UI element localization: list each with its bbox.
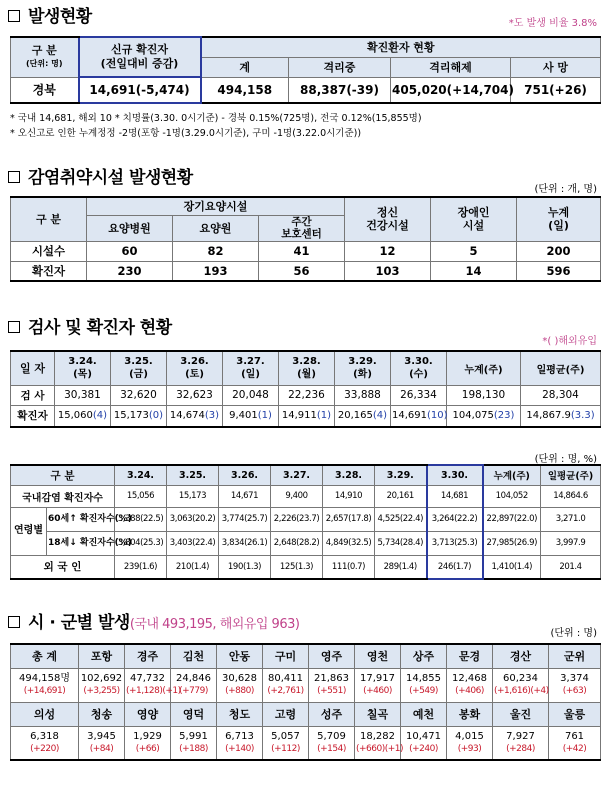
date-col: 3.26. (토) [167, 351, 223, 385]
region-delta: (+660)(+1) [356, 743, 404, 754]
section-title-vulnerable [8, 163, 193, 188]
row-label-gyeongbuk: 경북 [11, 77, 79, 103]
confirmed-cell [279, 405, 335, 427]
cell: 20,048 [223, 385, 279, 405]
released-value: 405,020(+14,704) [391, 77, 511, 103]
cell: 103 [345, 261, 431, 281]
header-deaths: 사 망 [511, 57, 601, 77]
region-delta: (+240) [409, 743, 438, 754]
section-title-outbreak [8, 2, 92, 27]
region-delta: (+220) [30, 743, 59, 754]
confirmed-value: 104,075 [452, 410, 494, 422]
region-header: 의성 [11, 702, 79, 726]
region-value [125, 668, 181, 702]
region-count: 7,927 [506, 730, 535, 742]
region-value [493, 668, 549, 702]
confirmed-value: 14,911 [281, 410, 317, 422]
confirmed-cell [167, 405, 223, 427]
region-header: 영덕 [171, 702, 217, 726]
confirmed-value: 14,674 [169, 410, 205, 422]
region-count: 761 [564, 730, 585, 742]
header-nursing-hospital: 요양병원 [87, 215, 173, 241]
cell: 60 [87, 241, 173, 261]
checkbox-square-icon [8, 10, 20, 22]
region-value [355, 726, 404, 760]
region-value [309, 726, 355, 760]
region-count: 12,468 [452, 673, 487, 684]
cell: 3,264(22.2) [427, 507, 483, 531]
cell: 198,130 [447, 385, 521, 405]
checkbox-square-icon [8, 321, 20, 333]
header-gubun: 구 분 (단위: 명) [11, 37, 79, 77]
section-title-regions [8, 608, 299, 633]
overseas-count: (10) [427, 410, 448, 422]
note-line: * 국내 14,681, 해외 10 * 치명률(3.30. 0시기준) - 경북 0.15%(725명), 전국 0.12%(15,855명) [10, 113, 422, 124]
region-count: 10,471 [406, 730, 441, 742]
header-released: 격리해제 [391, 57, 511, 77]
region-count: 494,158명 [18, 673, 70, 684]
region-count: 102,692 [80, 673, 123, 684]
header-mental-health: 정신 건강시설 [345, 197, 431, 241]
cell: 14,671 [219, 485, 271, 507]
cell: 82 [173, 241, 259, 261]
date-col: 3.25. (금) [111, 351, 167, 385]
confirmed-cell [55, 405, 111, 427]
region-delta: (+66) [135, 743, 160, 754]
cell: 230 [87, 261, 173, 281]
note-line: * 오신고로 인한 누계정정 -2명(포항 -1명(3.29.0시기준), 구미 -1명(3.22.0시기준)) [10, 128, 362, 139]
isolating-value: 88,387(-39) [289, 77, 391, 103]
region-value [493, 726, 549, 760]
region-header: 청송 [79, 702, 125, 726]
region-delta: (+112) [271, 743, 300, 754]
cell: 14 [431, 261, 517, 281]
row-label-foreigners: 외 국 인 [11, 555, 115, 579]
region-delta: (+1,128)(+1) [126, 686, 181, 696]
overseas-count: (3) [204, 410, 220, 422]
cell: 5,734(28.4) [375, 531, 427, 555]
region-header: 안동 [217, 644, 263, 668]
total-value: 494,158 [201, 77, 289, 103]
region-delta: (+63) [562, 686, 587, 696]
age-table [10, 464, 601, 580]
confirmed-value: 15,173 [113, 410, 149, 422]
region-delta: (+84) [89, 743, 114, 754]
header-gubun: 구 분 [11, 197, 87, 241]
cell: 22,236 [279, 385, 335, 405]
overseas-count: (4) [372, 410, 388, 422]
region-delta: (+3,255) [83, 686, 120, 696]
region-count: 80,411 [268, 673, 303, 684]
header-nursing-home: 요양원 [173, 215, 259, 241]
region-value [549, 726, 601, 760]
region-header: 예천 [401, 702, 447, 726]
cell: 14,864.6 [541, 485, 601, 507]
region-value [447, 668, 493, 702]
cell: 41 [259, 241, 345, 261]
cell: 32,620 [111, 385, 167, 405]
row-label-by-age: 연령별 [11, 507, 47, 555]
region-header: 성주 [309, 702, 355, 726]
tests-table [10, 350, 601, 428]
region-unit: (단위 : 명) [550, 628, 597, 639]
header-cumulative-week: 누계(주) [447, 351, 521, 385]
overseas-note: *( )해외유입 [542, 336, 597, 347]
vulnerable-unit: (단위 : 개, 명) [534, 184, 597, 195]
region-table [10, 643, 601, 761]
cell: 2,648(28.2) [271, 531, 323, 555]
cell: 28,304 [521, 385, 601, 405]
cell: 26,334 [391, 385, 447, 405]
cell: 9,400 [271, 485, 323, 507]
region-header: 총 계 [11, 644, 79, 668]
region-value [125, 726, 171, 760]
cell: 32,623 [167, 385, 223, 405]
region-delta: (+93) [457, 743, 482, 754]
header-cumulative-day: 누계 (일) [517, 197, 601, 241]
region-header: 경산 [493, 644, 549, 668]
header-disability: 장애인 시설 [431, 197, 517, 241]
cell: 4,525(22.4) [375, 507, 427, 531]
region-delta: (+1,616)(+4) [494, 686, 549, 696]
region-value [11, 668, 79, 702]
cell: 3,271.0 [541, 507, 601, 531]
region-delta: (+779) [179, 686, 208, 696]
date-col: 3.24. [115, 465, 167, 485]
confirmed-value: 14,691 [392, 410, 427, 422]
region-header: 포항 [79, 644, 125, 668]
cell: 190(1.3) [219, 555, 271, 579]
section-title-text: 검사 및 확진자 현황 [28, 318, 172, 338]
region-value [401, 726, 447, 760]
header-daily-average: 일평균(주) [541, 465, 601, 485]
confirmed-cell [335, 405, 391, 427]
region-header: 상주 [401, 644, 447, 668]
region-value [263, 668, 309, 702]
cell: 27,985(26.9) [483, 531, 541, 555]
header-total: 계 [201, 57, 289, 77]
region-count: 6,713 [225, 730, 254, 742]
checkbox-square-icon [8, 616, 20, 628]
section-title-text: 감염취약시설 발생현황 [28, 168, 193, 188]
cell: 3,804(25.3) [115, 531, 167, 555]
cell: 239(1.6) [115, 555, 167, 579]
age-table-unit: (단위 : 명, %) [534, 454, 597, 465]
confirmed-value: 20,165 [337, 410, 373, 422]
cell: 246(1.7) [427, 555, 483, 579]
vulnerable-table [10, 196, 601, 282]
confirmed-value: 15,060 [57, 410, 93, 422]
region-header: 영주 [309, 644, 355, 668]
region-delta: (+188) [179, 743, 208, 754]
region-header: 영양 [125, 702, 171, 726]
cell: 3,713(25.3) [427, 531, 483, 555]
overseas-count: (1) [316, 410, 332, 422]
overseas-total: 해외유입 963 [219, 617, 295, 632]
cell: 1,410(1.4) [483, 555, 541, 579]
header-day-care: 주간 보호센터 [259, 215, 345, 241]
region-delta: (+460) [363, 686, 392, 696]
cell: 125(1.3) [271, 555, 323, 579]
province-ratio-note: *도 발생 비율 3.8% [508, 18, 597, 29]
region-delta: (+284) [506, 743, 535, 754]
cell: 2,657(17.8) [323, 507, 375, 531]
domestic-total: 493,195 [162, 617, 213, 632]
region-count: 18,282 [360, 730, 395, 742]
cell: 22,897(22.0) [483, 507, 541, 531]
cell: 5 [431, 241, 517, 261]
overseas-count: (3.3) [570, 410, 595, 422]
date-col: 3.24. (목) [55, 351, 111, 385]
cell: 56 [259, 261, 345, 281]
row-label-confirmed: 확진자 [11, 405, 55, 427]
region-count: 60,234 [503, 673, 538, 684]
title-paren: (국내 493,195, 해외유입 963) [129, 617, 300, 632]
region-header: 칠곡 [355, 702, 401, 726]
cell: 3,403(22.4) [167, 531, 219, 555]
cell: 3,063(20.2) [167, 507, 219, 531]
date-col: 3.27. (일) [223, 351, 279, 385]
deaths-value: 751(+26) [511, 77, 601, 103]
cell: 210(1.4) [167, 555, 219, 579]
date-col: 3.25. [167, 465, 219, 485]
region-header: 군위 [549, 644, 601, 668]
region-count: 17,917 [360, 673, 395, 684]
region-header: 고령 [263, 702, 309, 726]
region-header: 김천 [171, 644, 217, 668]
region-count: 5,991 [179, 730, 208, 742]
region-count: 21,863 [314, 673, 349, 684]
date-col: 3.29. (화) [335, 351, 391, 385]
region-delta: (+880) [225, 686, 254, 696]
region-value [263, 726, 309, 760]
overseas-count: (1) [257, 410, 272, 422]
region-count: 5,709 [317, 730, 346, 742]
region-count: 6,318 [30, 730, 59, 742]
confirmed-cell [447, 405, 521, 427]
region-value [549, 668, 601, 702]
region-value [447, 726, 493, 760]
confirmed-value: 9,401 [229, 410, 258, 422]
region-delta: (+140) [225, 743, 254, 754]
region-delta: (+154) [317, 743, 346, 754]
region-delta: (+42) [562, 743, 587, 754]
region-count: 24,846 [176, 673, 211, 684]
cell: 289(1.4) [375, 555, 427, 579]
header-daily-average: 일평균(주) [521, 351, 601, 385]
region-value [171, 726, 217, 760]
region-count: 14,855 [406, 673, 441, 684]
row-label-18under: 18세↓ 확진자수(%) [47, 531, 115, 555]
header-gubun: 구 분 [11, 465, 115, 485]
region-count: 4,015 [455, 730, 484, 742]
cell: 200 [517, 241, 601, 261]
header-long-term-care: 장기요양시설 [87, 197, 345, 215]
region-count: 47,732 [130, 673, 165, 684]
region-delta: (+14,691) [23, 686, 66, 696]
cell: 596 [517, 261, 601, 281]
region-header: 영천 [355, 644, 401, 668]
confirmed-cell [111, 405, 167, 427]
region-value [171, 668, 217, 702]
region-header: 청도 [217, 702, 263, 726]
cell: 14,681 [427, 485, 483, 507]
cell: 193 [173, 261, 259, 281]
region-count: 3,374 [560, 673, 589, 684]
cell: 33,888 [335, 385, 391, 405]
header-cumulative-week: 누계(주) [483, 465, 541, 485]
cell: 14,910 [323, 485, 375, 507]
date-col: 3.29. [375, 465, 427, 485]
region-count: 30,628 [222, 673, 257, 684]
region-header: 울릉 [549, 702, 601, 726]
section-title-text: 발생현황 [28, 7, 92, 27]
date-col: 3.26. [219, 465, 271, 485]
region-delta: (+2,761) [267, 686, 304, 696]
region-delta: (+406) [455, 686, 484, 696]
cell: 3,997.9 [541, 531, 601, 555]
region-value [355, 668, 401, 702]
overseas-count: (4) [92, 410, 108, 422]
header-isolating: 격리중 [289, 57, 391, 77]
region-count: 3,945 [87, 730, 116, 742]
region-value [217, 668, 263, 702]
region-header: 경주 [125, 644, 171, 668]
row-label-tests: 검 사 [11, 385, 55, 405]
new-cases-value: 14,691(-5,474) [79, 77, 201, 103]
cell: 2,226(23.7) [271, 507, 323, 531]
region-value [79, 668, 125, 702]
checkbox-square-icon [8, 171, 20, 183]
region-value [217, 726, 263, 760]
date-col: 3.28. (월) [279, 351, 335, 385]
section-title-text: 시 · 군별 발생 [28, 613, 130, 633]
outbreak-table [10, 36, 601, 104]
region-count: 1,929 [133, 730, 162, 742]
region-value [401, 668, 447, 702]
cell: 201.4 [541, 555, 601, 579]
date-col: 3.30. (수) [391, 351, 447, 385]
row-label-domestic: 국내감염 확진자수 [11, 485, 115, 507]
cell: 15,056 [115, 485, 167, 507]
confirmed-cell [223, 405, 279, 427]
cell: 3,834(26.1) [219, 531, 271, 555]
date-col: 3.28. [323, 465, 375, 485]
cell: 30,381 [55, 385, 111, 405]
region-header: 울진 [493, 702, 549, 726]
region-value [79, 726, 125, 760]
date-col: 3.27. [271, 465, 323, 485]
confirmed-cell [391, 405, 447, 427]
cell: 3,388(22.5) [115, 507, 167, 531]
header-date: 일 자 [11, 351, 55, 385]
region-header: 문경 [447, 644, 493, 668]
confirmed-value: 14,867.9 [526, 410, 571, 422]
row-label-facilities: 시설수 [11, 241, 87, 261]
overseas-count: (0) [148, 410, 164, 422]
cell: 111(0.7) [323, 555, 375, 579]
region-delta: (+549) [409, 686, 438, 696]
date-col: 3.30. [427, 465, 483, 485]
cell: 104,052 [483, 485, 541, 507]
region-delta: (+551) [317, 686, 346, 696]
region-count: 5,057 [271, 730, 300, 742]
confirmed-cell [521, 405, 601, 427]
region-header: 봉화 [447, 702, 493, 726]
row-label-60plus: 60세↑ 확진자수(%) [47, 507, 115, 531]
cell: 4,849(32.5) [323, 531, 375, 555]
cell: 15,173 [167, 485, 219, 507]
header-new-cases: 신규 확진자 (전일대비 증감) [79, 37, 201, 77]
outbreak-notes [10, 111, 422, 141]
cell: 20,161 [375, 485, 427, 507]
section-title-tests [8, 313, 172, 338]
overseas-count: (23) [493, 410, 515, 422]
region-value [309, 668, 355, 702]
cell: 12 [345, 241, 431, 261]
header-cumulative: 확진환자 현황 [201, 37, 601, 57]
region-value [11, 726, 79, 760]
cell: 3,774(25.7) [219, 507, 271, 531]
row-label-confirmed: 확진자 [11, 261, 87, 281]
region-header: 구미 [263, 644, 309, 668]
